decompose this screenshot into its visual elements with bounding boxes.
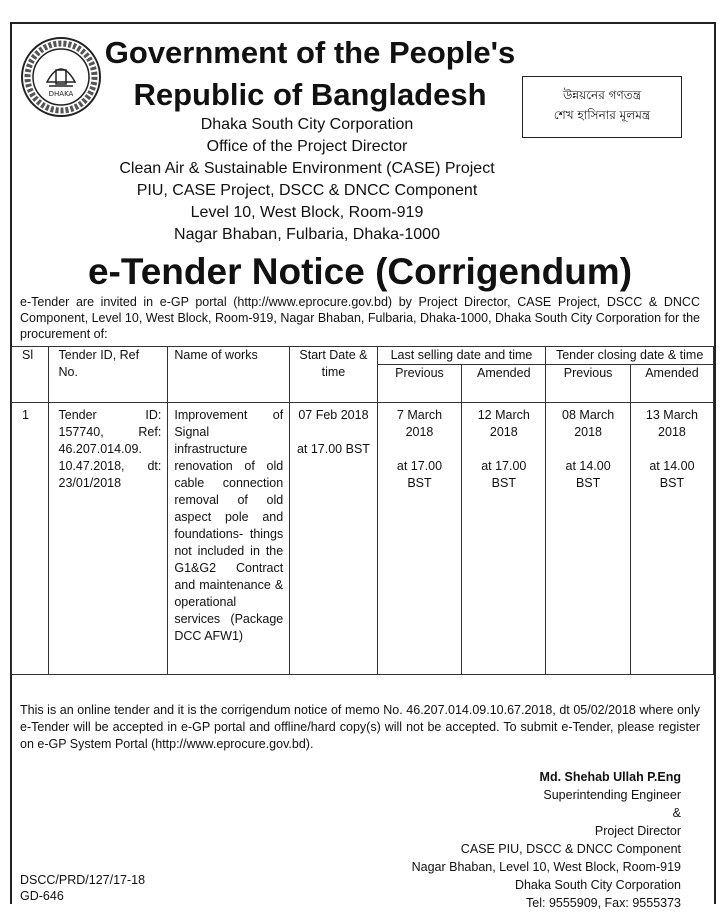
- header-last-selling: Last selling date and time: [377, 347, 546, 365]
- header-start-date: Start Date & time: [290, 347, 377, 403]
- cell-closing-amended: [630, 403, 713, 675]
- address-line: Clean Air & Sustainable Environment (CASE) Project: [119, 160, 495, 177]
- notice-intro: e-Tender are invited in e-GP portal (http://www.eprocure.gov.bd) by Project Director, CASE Project, DSCC & DNCC Component, Level 10, West Block, Room-919, Nagar Bhaban, Fulbaria, Dhaka-1000, Dhaka South City Corporation for the procurement of:: [20, 295, 700, 341]
- signatory-line: CASE PIU, DSCC & DNCC Component: [460, 842, 681, 856]
- memo-number: DSCC/PRD/127/17-18: [20, 873, 146, 887]
- header-tender-closing: Tender closing date & time: [546, 347, 714, 365]
- government-title-line2: Republic of Bangladesh: [133, 77, 487, 112]
- signatory-name: Md. Shehab Ullah P.Eng: [539, 770, 681, 784]
- signatory-line: Nagar Bhaban, Level 10, West Block, Room-919: [411, 860, 681, 874]
- logo-text: DHAKA: [48, 90, 74, 98]
- header-sl: Sl: [12, 347, 49, 403]
- header-selling-previous: Previous: [377, 365, 462, 403]
- slogan-line2: শেখ হাসিনার মূলমন্ত্র: [553, 108, 651, 122]
- corrigendum-note: This is an online tender and it is the corrigendum notice of memo No. 46.207.014.09.10.67.2018, dt 05/02/2018 where only e-Tender will be accepted in e-GP portal and offline/hard copy(s) will not be accepted. To submit e-Tender, please register on e-GP System Portal (http://www.eprocure.gov.bd).: [20, 703, 700, 751]
- cell-closing-previous: [546, 403, 631, 675]
- closing-previous-time: at 14.00 BST: [565, 459, 611, 490]
- address-line: PIU, CASE Project, DSCC & DNCC Component: [136, 182, 478, 199]
- government-title-line1: Government of the People's: [104, 35, 516, 70]
- signatory-line: Tel: 9555909, Fax: 9555373: [526, 896, 681, 910]
- table-row: [12, 403, 714, 675]
- header-closing-amended: Amended: [630, 365, 713, 403]
- address-line: Dhaka South City Corporation: [200, 116, 414, 133]
- cell-selling-amended: [462, 403, 546, 675]
- signatory-line: Superintending Engineer: [543, 788, 681, 802]
- header-name-of-works: Name of works: [168, 347, 290, 403]
- address-line: Office of the Project Director: [206, 138, 408, 155]
- signature-block: [361, 768, 681, 912]
- notice-title: e-Tender Notice (Corrigendum): [87, 251, 633, 292]
- closing-amended-date: 13 March 2018: [645, 408, 699, 439]
- cell-start: [290, 403, 377, 675]
- cell-sl: 1: [12, 403, 49, 675]
- signatory-line: Project Director: [594, 824, 681, 838]
- memo-block: [20, 872, 145, 904]
- start-time: at 17.00 BST: [296, 442, 370, 456]
- start-date: 07 Feb 2018: [298, 408, 369, 422]
- selling-amended-time: at 17.00 BST: [481, 459, 527, 490]
- cell-selling-previous: [377, 403, 462, 675]
- header-tender-id: Tender ID, Ref No.: [48, 347, 168, 403]
- cell-name-of-works: Improvement of Signal infrastructure renovation of old cable connection removal of old aspect pole and foundations- things not included in the G1&G2 Contract and maintenance & operational services (Package DCC AFW1): [168, 403, 290, 675]
- address-line: Nagar Bhaban, Fulbaria, Dhaka-1000: [174, 226, 440, 243]
- gd-number: GD-646: [20, 889, 64, 903]
- address-line: Level 10, West Block, Room-919: [190, 204, 424, 221]
- signatory-line: &: [672, 806, 681, 820]
- header-closing-previous: Previous: [546, 365, 631, 403]
- tender-table: [11, 346, 714, 675]
- signatory-line: Dhaka South City Corporation: [514, 878, 681, 892]
- header-selling-amended: Amended: [462, 365, 546, 403]
- selling-previous-time: at 17.00 BST: [396, 459, 443, 490]
- closing-previous-date: 08 March 2018: [562, 408, 615, 439]
- selling-amended-date: 12 March 2018: [477, 408, 530, 439]
- cell-tender-id: Tender ID: 157740, Ref: 46.207.014.09. 10.47.2018, dt: 23/01/2018: [48, 403, 168, 675]
- closing-amended-time: at 14.00 BST: [649, 459, 695, 490]
- selling-previous-date: 7 March 2018: [396, 408, 443, 439]
- slogan-line1: উন্নয়নের গণতন্ত্র: [562, 88, 642, 102]
